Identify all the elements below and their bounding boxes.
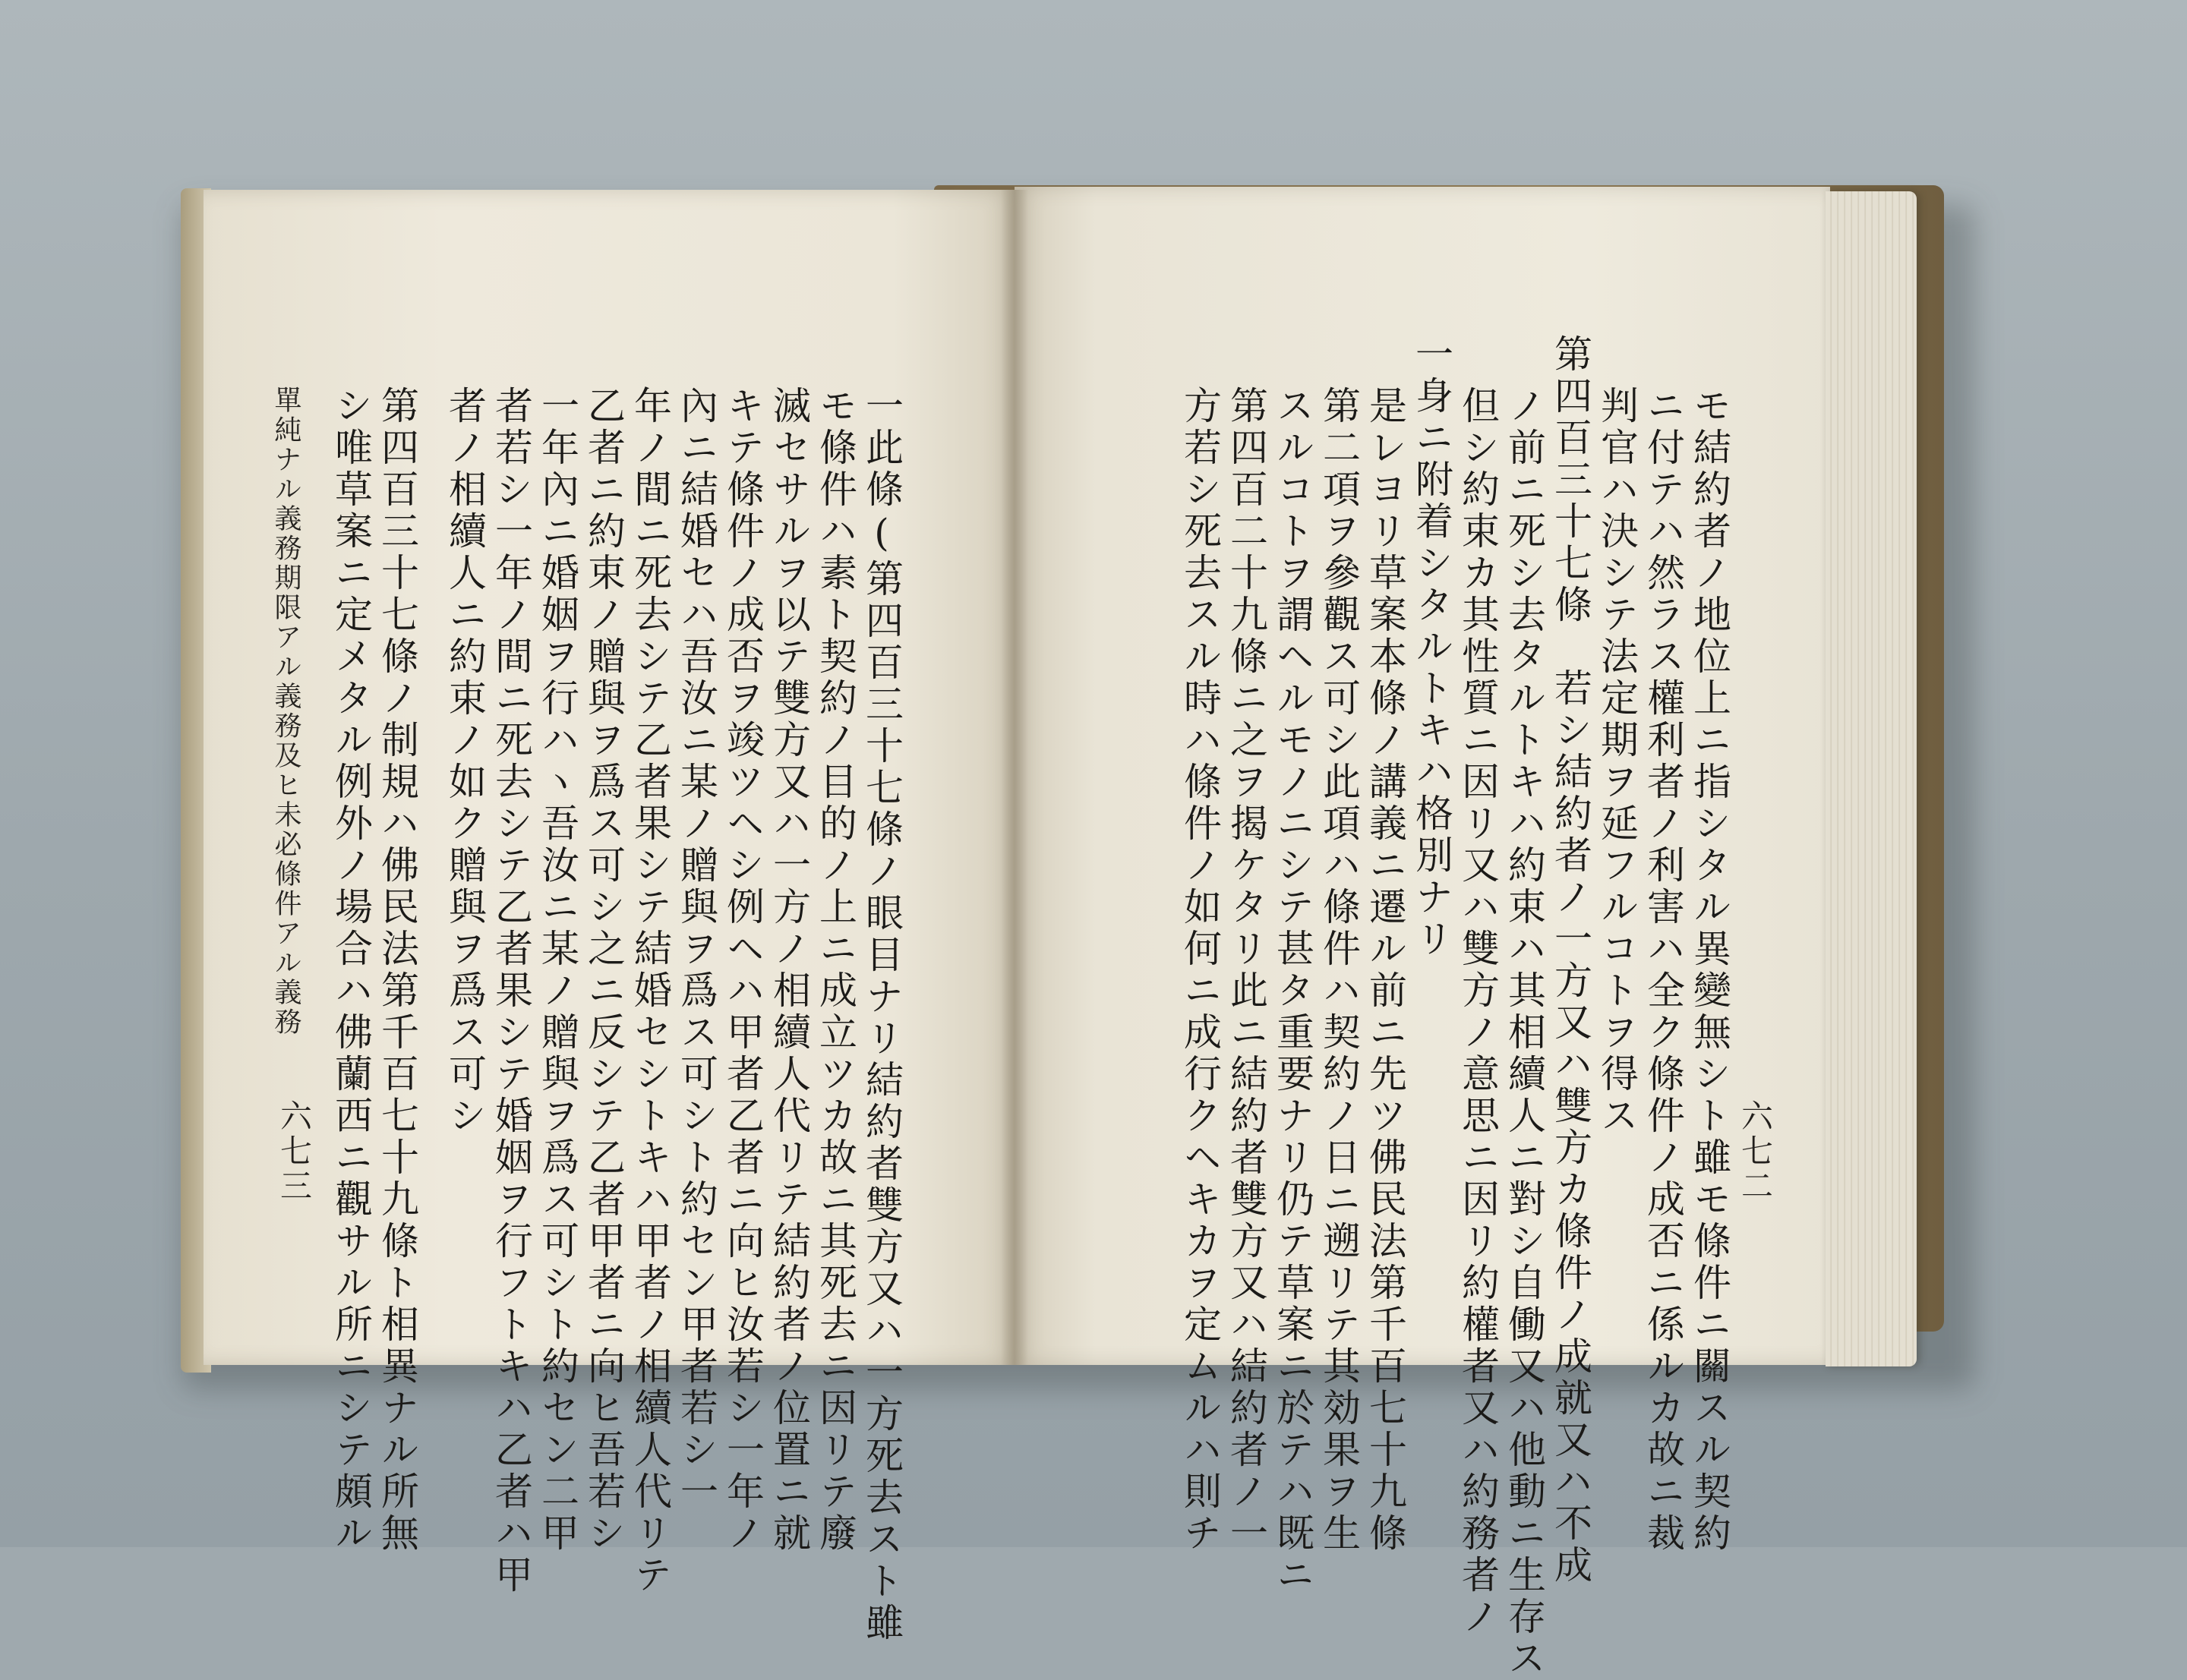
right-body-column: ノ前ニ死シ去タルトキハ約束ハ其相續人ニ對シ自働又ハ他動ニ生存ス [1502,386,1546,1680]
right-body-column: スルコトヲ謂ヘルモノニシテ甚タ重要ナリ仍テ草案ニ於テハ既ニ [1270,386,1314,1596]
left-body-column: シ唯草案ニ定メタル例外ノ場合ハ佛蘭西ニ觀サル所ニシテ頗ル [329,386,373,1555]
right-body-column: ニ付テハ然ラス權利者ノ利害ハ全ク條件ノ成否ニ係ルカ故ニ裁 [1641,386,1685,1555]
right-body-column: 一身ニ附着シタルトキハ格別ナリ [1409,334,1453,960]
left-body-column: 第四百三十七條ノ制規ハ佛民法第千百七十九條ト相異ナル所無 [375,386,419,1555]
left-body-column: キテ條件ノ成否ヲ竣ツヘシ例ヘハ甲者乙者ニ向ヒ汝若シ一年ノ [721,386,765,1555]
left-body-column: 內ニ結婚セハ吾汝ニ某ノ贈與ヲ爲ス可シト約セン甲者若シ一 [674,386,718,1513]
left-body-column: 滅セサルヲ以テ雙方又ハ一方ノ相續人代リテ結約者ノ位置ニ就 [767,386,811,1555]
left-body-column: 一此條(第四百三十七條ノ眼目ナリ結約者雙方又ハ一方死去スト雖 [860,386,904,1644]
left-page-number: 六七三 [276,1099,313,1204]
left-body-column: 一年內ニ婚姻ヲ行ハヽ吾汝ニ某ノ贈與ヲ爲ス可シト約セン二甲 [535,386,579,1555]
right-body-column: 判官ハ決シテ法定期ヲ延フルコトヲ得ス [1595,386,1639,1137]
right-body-column: 第二項ヲ參觀ス可シ此項ハ條件ハ契約ノ日ニ遡リテ其効果ヲ生 [1317,386,1361,1555]
left-body-column: 者若シ一年ノ間ニ死去シテ乙者果シテ婚姻ヲ行フトキハ乙者ハ甲 [489,386,533,1596]
right-body-column: 是レヨリ草案本條ノ講義ニ遷ル前ニ先ツ佛民法第千百七十九條 [1363,386,1407,1555]
page-stack-edge [1826,191,1917,1366]
book-gutter [1001,190,1028,1365]
right-body-column: 方若シ死去スル時ハ條件ノ如何ニ成行クヘキカヲ定ムルハ則チ [1178,386,1222,1555]
left-body-column: 者ノ相續人ニ約束ノ如ク贈與ヲ爲ス可シ [443,386,487,1137]
running-header: 單純ナル義務期限アル義務及ヒ未必條件アル義務 [270,386,301,1037]
right-body-column: 第四百三十七條 若シ結約者ノ一方又ハ雙方カ條件ノ成就又ハ不成 [1548,334,1592,1587]
left-body-column: モ條件ハ素ト契約ノ目的ノ上ニ成立ツカ故ニ其死去ニ因リテ廢 [813,386,857,1555]
left-body-column: 年ノ間ニ死去シテ乙者果シテ結婚セシトキハ甲者ノ相續人代リテ [628,386,672,1596]
right-body-column: 但シ約束カ其性質ニ因リ又ハ雙方ノ意思ニ因リ約權者又ハ約務者ノ [1456,386,1500,1638]
left-body-column: 乙者ニ約束ノ贈與ヲ爲ス可シ之ニ反シテ乙者甲者ニ向ヒ吾若シ [582,386,626,1555]
right-page-number: 六七二 [1737,1099,1774,1204]
right-body-column: 第四百二十九條ニ之ヲ揭ケタリ此ニ結約者雙方又ハ結約者ノ一 [1224,386,1268,1555]
right-body-column: モ結約者ノ地位上ニ指シタル異變無シト雖モ條件ニ關スル契約 [1687,386,1731,1555]
